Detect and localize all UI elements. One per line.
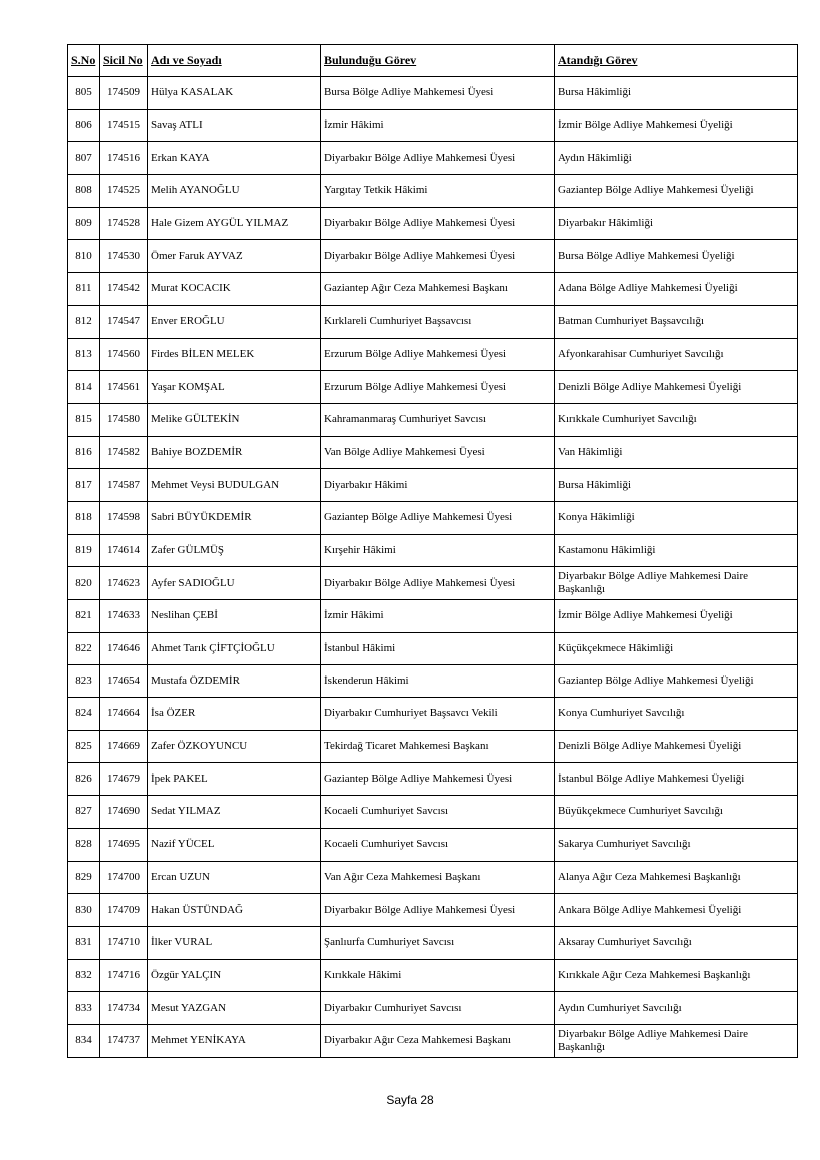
table-row <box>68 796 798 829</box>
cell-sicil-no: 174530 <box>100 240 148 273</box>
cell-sno: 821 <box>68 600 100 633</box>
cell-sno: 825 <box>68 730 100 763</box>
cell-sicil-no: 174580 <box>100 403 148 436</box>
cell-assigned-position: Gaziantep Bölge Adliye Mahkemesi Üyeliği <box>555 175 798 208</box>
cell-sno: 811 <box>68 273 100 306</box>
cell-current-position: Van Ağır Ceza Mahkemesi Başkanı <box>321 861 555 894</box>
cell-assigned-position: Diyarbakır Bölge Adliye Mahkemesi Daire Başkanlığı <box>555 1024 798 1057</box>
table-row <box>68 730 798 763</box>
cell-sicil-no: 174515 <box>100 109 148 142</box>
table-header-row <box>68 45 798 77</box>
cell-current-position: Diyarbakır Cumhuriyet Başsavcı Vekili <box>321 698 555 731</box>
cell-name: Neslihan ÇEBİ <box>148 600 321 633</box>
table-row <box>68 338 798 371</box>
cell-sicil-no: 174560 <box>100 338 148 371</box>
cell-assigned-position: Adana Bölge Adliye Mahkemesi Üyeliği <box>555 273 798 306</box>
appointments-table <box>67 44 798 1058</box>
cell-name: Mustafa ÖZDEMİR <box>148 665 321 698</box>
table-row <box>68 632 798 665</box>
table-row <box>68 926 798 959</box>
table-row <box>68 436 798 469</box>
cell-sicil-no: 174528 <box>100 207 148 240</box>
cell-assigned-position: İzmir Bölge Adliye Mahkemesi Üyeliği <box>555 600 798 633</box>
cell-name: Sedat YILMAZ <box>148 796 321 829</box>
cell-sno: 831 <box>68 926 100 959</box>
table-row <box>68 567 798 600</box>
cell-sno: 815 <box>68 403 100 436</box>
cell-assigned-position: Kastamonu Hâkimliği <box>555 534 798 567</box>
cell-current-position: Kırıkkale Hâkimi <box>321 959 555 992</box>
cell-assigned-position: Büyükçekmece Cumhuriyet Savcılığı <box>555 796 798 829</box>
table-row <box>68 861 798 894</box>
cell-sno: 817 <box>68 469 100 502</box>
cell-sicil-no: 174516 <box>100 142 148 175</box>
cell-sno: 819 <box>68 534 100 567</box>
cell-sno: 816 <box>68 436 100 469</box>
table-row <box>68 273 798 306</box>
cell-sicil-no: 174700 <box>100 861 148 894</box>
cell-sicil-no: 174734 <box>100 992 148 1025</box>
cell-current-position: Diyarbakır Cumhuriyet Savcısı <box>321 992 555 1025</box>
cell-sno: 806 <box>68 109 100 142</box>
cell-current-position: Gaziantep Bölge Adliye Mahkemesi Üyesi <box>321 501 555 534</box>
cell-name: Mesut YAZGAN <box>148 992 321 1025</box>
table-row <box>68 142 798 175</box>
cell-sno: 833 <box>68 992 100 1025</box>
cell-sno: 834 <box>68 1024 100 1057</box>
cell-sicil-no: 174509 <box>100 77 148 110</box>
table-row <box>68 600 798 633</box>
cell-name: Enver EROĞLU <box>148 305 321 338</box>
cell-assigned-position: Sakarya Cumhuriyet Savcılığı <box>555 828 798 861</box>
table-row <box>68 828 798 861</box>
cell-sicil-no: 174542 <box>100 273 148 306</box>
cell-name: Mehmet YENİKAYA <box>148 1024 321 1057</box>
cell-sno: 830 <box>68 894 100 927</box>
cell-sno: 814 <box>68 371 100 404</box>
table-row <box>68 371 798 404</box>
cell-sicil-no: 174646 <box>100 632 148 665</box>
cell-current-position: Diyarbakır Ağır Ceza Mahkemesi Başkanı <box>321 1024 555 1057</box>
cell-assigned-position: İzmir Bölge Adliye Mahkemesi Üyeliği <box>555 109 798 142</box>
table-row <box>68 501 798 534</box>
cell-assigned-position: Konya Hâkimliği <box>555 501 798 534</box>
cell-name: İlker VURAL <box>148 926 321 959</box>
cell-current-position: Diyarbakır Bölge Adliye Mahkemesi Üyesi <box>321 567 555 600</box>
cell-assigned-position: Aydın Cumhuriyet Savcılığı <box>555 992 798 1025</box>
cell-assigned-position: Kırıkkale Ağır Ceza Mahkemesi Başkanlığı <box>555 959 798 992</box>
cell-name: Firdes BİLEN MELEK <box>148 338 321 371</box>
cell-current-position: Şanlıurfa Cumhuriyet Savcısı <box>321 926 555 959</box>
cell-sno: 818 <box>68 501 100 534</box>
cell-name: Bahiye BOZDEMİR <box>148 436 321 469</box>
cell-sno: 829 <box>68 861 100 894</box>
table-row <box>68 109 798 142</box>
cell-sicil-no: 174582 <box>100 436 148 469</box>
cell-sicil-no: 174690 <box>100 796 148 829</box>
cell-assigned-position: Bursa Hâkimliği <box>555 77 798 110</box>
cell-current-position: İzmir Hâkimi <box>321 109 555 142</box>
table-body <box>68 77 798 1058</box>
cell-assigned-position: Konya Cumhuriyet Savcılığı <box>555 698 798 731</box>
table-row <box>68 763 798 796</box>
cell-sicil-no: 174695 <box>100 828 148 861</box>
table-row <box>68 698 798 731</box>
cell-name: Özgür YALÇIN <box>148 959 321 992</box>
cell-name: Nazif YÜCEL <box>148 828 321 861</box>
cell-name: Murat KOCACIK <box>148 273 321 306</box>
cell-assigned-position: İstanbul Bölge Adliye Mahkemesi Üyeliği <box>555 763 798 796</box>
cell-sicil-no: 174598 <box>100 501 148 534</box>
cell-sicil-no: 174710 <box>100 926 148 959</box>
cell-sno: 805 <box>68 77 100 110</box>
cell-current-position: Kırklareli Cumhuriyet Başsavcısı <box>321 305 555 338</box>
cell-name: Hakan ÜSTÜNDAĞ <box>148 894 321 927</box>
cell-assigned-position: Afyonkarahisar Cumhuriyet Savcılığı <box>555 338 798 371</box>
cell-sno: 810 <box>68 240 100 273</box>
cell-assigned-position: Van Hâkimliği <box>555 436 798 469</box>
table-row <box>68 305 798 338</box>
cell-current-position: İzmir Hâkimi <box>321 600 555 633</box>
cell-sicil-no: 174623 <box>100 567 148 600</box>
cell-assigned-position: Denizli Bölge Adliye Mahkemesi Üyeliği <box>555 371 798 404</box>
table-row <box>68 207 798 240</box>
cell-name: Zafer GÜLMÜŞ <box>148 534 321 567</box>
cell-current-position: Yargıtay Tetkik Hâkimi <box>321 175 555 208</box>
cell-assigned-position: Diyarbakır Bölge Adliye Mahkemesi Daire Başkanlığı <box>555 567 798 600</box>
cell-name: Melike GÜLTEKİN <box>148 403 321 436</box>
cell-assigned-position: Aksaray Cumhuriyet Savcılığı <box>555 926 798 959</box>
table-row <box>68 894 798 927</box>
table-row <box>68 534 798 567</box>
cell-current-position: İskenderun Hâkimi <box>321 665 555 698</box>
cell-assigned-position: Alanya Ağır Ceza Mahkemesi Başkanlığı <box>555 861 798 894</box>
cell-name: Sabri BÜYÜKDEMİR <box>148 501 321 534</box>
header-current-position: Bulunduğu Görev <box>321 45 555 77</box>
cell-assigned-position: Diyarbakır Hâkimliği <box>555 207 798 240</box>
cell-name: Ahmet Tarık ÇİFTÇİOĞLU <box>148 632 321 665</box>
cell-current-position: Kocaeli Cumhuriyet Savcısı <box>321 828 555 861</box>
cell-sicil-no: 174614 <box>100 534 148 567</box>
cell-name: Hülya KASALAK <box>148 77 321 110</box>
page-number: Sayfa 28 <box>386 1093 434 1107</box>
cell-assigned-position: Bursa Bölge Adliye Mahkemesi Üyeliği <box>555 240 798 273</box>
cell-sno: 824 <box>68 698 100 731</box>
cell-name: Hale Gizem AYGÜL YILMAZ <box>148 207 321 240</box>
cell-assigned-position: Bursa Hâkimliği <box>555 469 798 502</box>
table-row <box>68 403 798 436</box>
table-row <box>68 665 798 698</box>
cell-name: İsa ÖZER <box>148 698 321 731</box>
cell-assigned-position: Kırıkkale Cumhuriyet Savcılığı <box>555 403 798 436</box>
cell-sicil-no: 174587 <box>100 469 148 502</box>
cell-assigned-position: Denizli Bölge Adliye Mahkemesi Üyeliği <box>555 730 798 763</box>
cell-sno: 808 <box>68 175 100 208</box>
cell-name: Yaşar KOMŞAL <box>148 371 321 404</box>
header-sicil-no: Sicil No <box>100 45 148 77</box>
cell-sicil-no: 174547 <box>100 305 148 338</box>
cell-current-position: Diyarbakır Bölge Adliye Mahkemesi Üyesi <box>321 240 555 273</box>
header-name: Adı ve Soyadı <box>148 45 321 77</box>
cell-sicil-no: 174737 <box>100 1024 148 1057</box>
cell-assigned-position: Küçükçekmece Hâkimliği <box>555 632 798 665</box>
cell-sicil-no: 174664 <box>100 698 148 731</box>
cell-assigned-position: Batman Cumhuriyet Başsavcılığı <box>555 305 798 338</box>
cell-current-position: Diyarbakır Bölge Adliye Mahkemesi Üyesi <box>321 207 555 240</box>
table-row <box>68 992 798 1025</box>
cell-sno: 826 <box>68 763 100 796</box>
header-sno: S.No <box>68 45 100 77</box>
cell-current-position: Erzurum Bölge Adliye Mahkemesi Üyesi <box>321 371 555 404</box>
cell-current-position: Diyarbakır Hâkimi <box>321 469 555 502</box>
table-row <box>68 175 798 208</box>
cell-name: İpek PAKEL <box>148 763 321 796</box>
table-row <box>68 240 798 273</box>
cell-assigned-position: Gaziantep Bölge Adliye Mahkemesi Üyeliği <box>555 665 798 698</box>
cell-sicil-no: 174716 <box>100 959 148 992</box>
cell-name: Zafer ÖZKOYUNCU <box>148 730 321 763</box>
cell-sno: 807 <box>68 142 100 175</box>
cell-current-position: Tekirdağ Ticaret Mahkemesi Başkanı <box>321 730 555 763</box>
cell-current-position: İstanbul Hâkimi <box>321 632 555 665</box>
cell-sicil-no: 174525 <box>100 175 148 208</box>
cell-sno: 828 <box>68 828 100 861</box>
cell-sicil-no: 174679 <box>100 763 148 796</box>
cell-sno: 832 <box>68 959 100 992</box>
header-assigned-position: Atandığı Görev <box>555 45 798 77</box>
cell-name: Ömer Faruk AYVAZ <box>148 240 321 273</box>
cell-sicil-no: 174709 <box>100 894 148 927</box>
cell-current-position: Van Bölge Adliye Mahkemesi Üyesi <box>321 436 555 469</box>
cell-current-position: Kırşehir Hâkimi <box>321 534 555 567</box>
cell-current-position: Erzurum Bölge Adliye Mahkemesi Üyesi <box>321 338 555 371</box>
cell-name: Erkan KAYA <box>148 142 321 175</box>
cell-name: Ercan UZUN <box>148 861 321 894</box>
cell-current-position: Gaziantep Ağır Ceza Mahkemesi Başkanı <box>321 273 555 306</box>
cell-sicil-no: 174561 <box>100 371 148 404</box>
table-row <box>68 959 798 992</box>
cell-name: Mehmet Veysi BUDULGAN <box>148 469 321 502</box>
cell-name: Melih AYANOĞLU <box>148 175 321 208</box>
cell-sno: 822 <box>68 632 100 665</box>
cell-current-position: Diyarbakır Bölge Adliye Mahkemesi Üyesi <box>321 894 555 927</box>
cell-sno: 820 <box>68 567 100 600</box>
cell-current-position: Kahramanmaraş Cumhuriyet Savcısı <box>321 403 555 436</box>
cell-current-position: Kocaeli Cumhuriyet Savcısı <box>321 796 555 829</box>
cell-sicil-no: 174654 <box>100 665 148 698</box>
table-row <box>68 1024 798 1057</box>
cell-current-position: Gaziantep Bölge Adliye Mahkemesi Üyesi <box>321 763 555 796</box>
cell-sno: 812 <box>68 305 100 338</box>
cell-sno: 809 <box>68 207 100 240</box>
cell-name: Ayfer SADIOĞLU <box>148 567 321 600</box>
cell-assigned-position: Ankara Bölge Adliye Mahkemesi Üyeliği <box>555 894 798 927</box>
cell-sno: 827 <box>68 796 100 829</box>
cell-sno: 823 <box>68 665 100 698</box>
document-page <box>67 44 797 1058</box>
cell-sicil-no: 174669 <box>100 730 148 763</box>
cell-assigned-position: Aydın Hâkimliği <box>555 142 798 175</box>
cell-name: Savaş ATLI <box>148 109 321 142</box>
table-row <box>68 77 798 110</box>
cell-sicil-no: 174633 <box>100 600 148 633</box>
table-row <box>68 469 798 502</box>
cell-sno: 813 <box>68 338 100 371</box>
cell-current-position: Bursa Bölge Adliye Mahkemesi Üyesi <box>321 77 555 110</box>
cell-current-position: Diyarbakır Bölge Adliye Mahkemesi Üyesi <box>321 142 555 175</box>
